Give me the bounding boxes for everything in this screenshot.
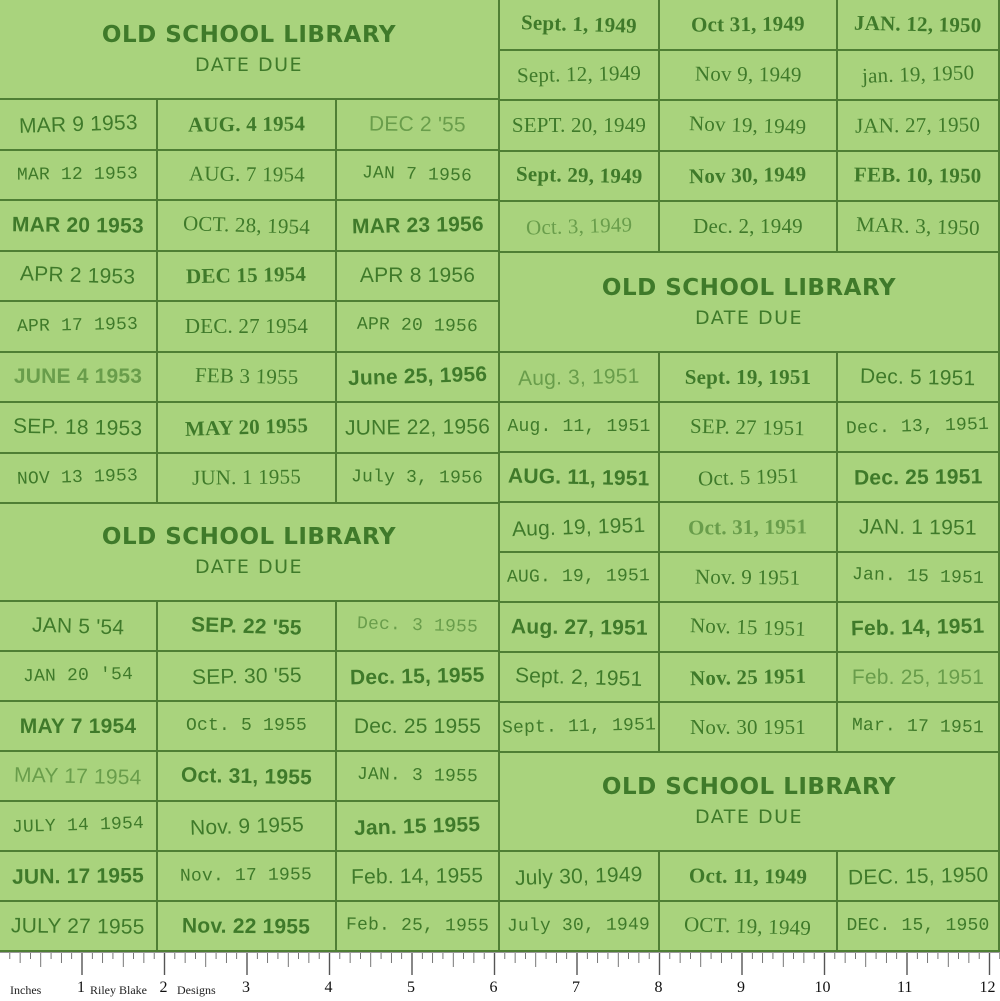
date-cell [0,302,158,353]
due-date-stamp: Jan. 15 1951 [851,564,985,590]
date-cell [838,101,1000,152]
date-cell [500,152,660,203]
date-cell [337,652,500,702]
due-date-stamp: Nov. 9 1951 [695,563,801,590]
date-cell [0,201,158,252]
due-date-stamp: JAN 7 1956 [362,163,473,187]
date-cell [838,852,1000,902]
due-date-stamp: SEP. 22 '55 [190,612,303,640]
due-date-stamp: JAN. 27, 1950 [855,112,981,138]
due-date-stamp: Sept. 19, 1951 [684,364,812,389]
due-date-stamp: MAY 17 1954 [14,763,142,789]
date-cell [0,652,158,702]
due-date-stamp: Dec. 13, 1951 [846,414,990,440]
date-cell [0,100,158,151]
due-date-stamp: JUNE 4 1953 [13,365,143,389]
due-date-stamp: Nov. 25 1951 [689,663,807,690]
date-cell [158,100,337,151]
due-date-stamp: Oct. 31, 1955 [180,763,313,789]
due-date-stamp: MAY 20 1955 [184,412,309,441]
date-cell [500,202,660,253]
date-cell [158,302,337,353]
date-cell [337,602,500,652]
date-cell [660,152,838,203]
due-date-stamp: Oct. 5 1951 [697,462,799,491]
date-cell [0,403,158,454]
date-cell [337,902,500,952]
due-date-stamp: JULY 14 1954 [11,813,145,839]
due-date-stamp: DEC 15 1954 [186,261,307,289]
date-cell [0,353,158,404]
due-date-stamp: Nov. 17 1955 [180,865,313,887]
due-date-stamp: SEP. 30 '55 [191,663,302,689]
date-cell [500,0,660,51]
date-cell [158,852,337,902]
header-title: OLD SCHOOL LIBRARY [101,22,397,48]
due-date-stamp: Aug. 3, 1951 [518,364,640,390]
header-subtitle: DATE DUE [694,307,803,329]
date-cell [158,353,337,404]
due-date-stamp: JAN. 12, 1950 [854,10,982,38]
due-date-stamp: Sept. 2, 1951 [514,663,644,691]
due-date-stamp: Feb. 14, 1951 [851,614,985,640]
date-cell [337,702,500,752]
header-subtitle: DATE DUE [694,806,803,828]
date-cell [660,703,838,753]
due-date-stamp: FEB 3 1955 [194,363,299,390]
date-cell [0,602,158,652]
date-cell [158,454,337,505]
due-date-stamp: DEC. 27 1954 [184,313,309,338]
date-cell [500,902,660,952]
due-date-stamp: NOV 13 1953 [17,465,139,490]
date-cell [158,151,337,202]
due-date-stamp: JAN. 3 1955 [356,764,479,788]
ruler-ticks [0,953,1000,1001]
date-cell [337,151,500,202]
due-date-stamp: MAR. 3, 1950 [855,211,981,240]
due-date-stamp: Dec. 3 1955 [356,614,479,638]
ruler-number: 1 [77,979,85,996]
date-due-header [500,253,1000,353]
due-date-stamp: Nov. 15 1951 [689,612,807,641]
due-date-stamp: Dec. 15, 1955 [349,663,485,689]
due-date-stamp: SEP. 27 1951 [690,413,806,440]
date-cell [158,252,337,303]
date-cell [158,702,337,752]
measuring-ruler [0,952,1000,1001]
date-cell [500,403,660,453]
ruler-number: 11 [897,979,913,996]
due-date-stamp: DEC. 15, 1950 [847,863,989,889]
date-cell [0,454,158,505]
date-cell [0,802,158,852]
ruler-number: 2 [159,979,168,996]
due-date-stamp: June 25, 1956 [347,363,488,391]
due-date-stamp: Jan. 15 1955 [354,812,481,840]
date-cell [838,453,1000,503]
date-cell [0,702,158,752]
due-date-stamp: APR 2 1953 [20,262,136,290]
due-date-stamp: Nov 9, 1949 [694,61,802,87]
due-date-stamp: AUG. 11, 1951 [508,464,650,490]
ruler-number: 3 [242,979,250,996]
due-date-stamp: Sept. 1, 1949 [520,9,638,38]
due-date-stamp: Aug. 11, 1951 [507,417,651,437]
due-date-stamp: AUG. 7 1954 [188,161,305,187]
header-title: OLD SCHOOL LIBRARY [601,774,897,800]
date-cell [337,752,500,802]
date-cell [337,201,500,252]
due-date-stamp: Aug. 19, 1951 [511,513,647,541]
due-date-stamp: Feb. 25, 1951 [851,665,985,689]
due-date-stamp: FEB. 10, 1950 [854,162,982,188]
date-cell [838,202,1000,253]
due-date-stamp: JULY 27 1955 [11,913,145,939]
due-date-stamp: Nov. 9 1955 [189,812,304,840]
date-cell [660,553,838,603]
due-date-stamp: Nov 30, 1949 [689,162,807,189]
due-date-stamp: July 3, 1956 [351,467,484,489]
due-date-stamp: Sept. 29, 1949 [515,161,643,189]
due-date-stamp: AUG. 4 1954 [187,111,306,137]
date-cell [337,353,500,404]
due-date-stamp: Nov. 22 1955 [182,913,311,939]
date-cell [0,151,158,202]
due-date-stamp: MAR 23 1956 [351,212,484,239]
due-date-stamp: JUN. 1 1955 [191,464,302,490]
date-due-header [500,752,1000,852]
date-cell [660,603,838,653]
date-cell [500,703,660,753]
date-cell [337,302,500,353]
due-date-stamp: Dec. 5 1951 [860,364,976,390]
due-date-stamp: APR 17 1953 [17,314,139,338]
due-date-stamp: JUN. 17 1955 [11,863,145,889]
date-cell [500,553,660,603]
date-cell [158,403,337,454]
due-date-stamp: MAR 20 1953 [11,213,145,238]
due-date-stamp: Sept. 12, 1949 [516,60,642,88]
due-date-stamp: Dec. 25 1955 [353,714,482,738]
date-cell [838,403,1000,453]
ruler-number: 9 [737,979,745,996]
header-subtitle: DATE DUE [194,54,303,76]
date-cell [500,852,660,902]
due-date-stamp: SEPT. 20, 1949 [511,112,647,137]
date-cell [660,902,838,952]
due-date-stamp: Nov. 30 1951 [690,714,806,739]
due-date-stamp: JAN 20 '54 [22,664,134,688]
ruler-number: 4 [324,979,333,996]
header-subtitle: DATE DUE [194,556,303,578]
due-date-stamp: APR 20 1956 [356,314,479,338]
date-cell [337,252,500,303]
due-date-stamp: July 30, 1949 [514,862,644,890]
due-date-stamp: Oct 31, 1949 [690,11,806,37]
date-cell [660,0,838,51]
due-date-stamp: Oct. 5 1955 [185,716,308,736]
due-date-stamp: Dec. 25 1951 [853,464,983,490]
date-cell [500,353,660,403]
date-cell [0,252,158,303]
date-cell [660,353,838,403]
ruler-number: 8 [654,979,663,996]
date-cell [660,51,838,102]
date-cell [838,603,1000,653]
date-due-header [0,502,500,602]
date-cell [158,902,337,952]
due-date-stamp: Feb. 14, 1955 [351,863,484,889]
date-cell [337,852,500,902]
date-cell [660,653,838,703]
date-cell [838,51,1000,102]
date-cell [838,503,1000,553]
date-cell [500,603,660,653]
date-cell [500,51,660,102]
due-date-stamp: Feb. 25, 1955 [345,915,490,937]
ruler-number: 6 [489,979,498,996]
date-cell [158,752,337,802]
ruler-number: 5 [407,979,415,996]
due-date-stamp: Oct. 31, 1951 [688,513,808,540]
date-cell [660,503,838,553]
due-date-stamp: Dec. 2, 1949 [693,213,803,238]
due-date-stamp: JAN 5 '54 [31,613,125,639]
due-date-stamp: JUNE 22, 1956 [344,414,491,440]
date-cell [500,653,660,703]
date-cell [337,403,500,454]
date-cell [158,602,337,652]
date-cell [838,902,1000,952]
date-cell [838,553,1000,603]
due-date-stamp: jan. 19, 1950 [861,60,975,89]
date-cell [500,503,660,553]
date-cell [337,454,500,505]
date-cell [660,101,838,152]
due-date-stamp: AUG. 19, 1951 [507,566,651,588]
date-cell [0,752,158,802]
date-cell [660,202,838,253]
ruler-unit-label: Inches [10,983,42,997]
ruler-brand-label-2: Designs [177,983,216,997]
date-cell [337,802,500,852]
due-date-stamp: July 30, 1949 [507,915,651,937]
due-date-stamp: MAR 12 1953 [17,164,139,186]
header-title: OLD SCHOOL LIBRARY [601,275,897,301]
due-date-stamp: MAR 9 1953 [18,110,138,138]
date-cell [500,101,660,152]
date-cell [0,902,158,952]
due-date-stamp: JAN. 1 1951 [858,514,978,540]
due-date-stamp: DEC. 15, 1950 [846,916,990,936]
date-cell [158,201,337,252]
date-cell [838,152,1000,203]
date-cell [660,403,838,453]
due-date-stamp: APR 8 1956 [359,264,476,288]
ruler-number: 10 [814,979,831,996]
date-cell [660,453,838,503]
ruler-number: 7 [572,979,580,996]
due-date-stamp: OCT. 19, 1949 [684,911,812,940]
due-date-stamp: Aug. 27, 1951 [510,614,648,640]
due-date-stamp: SEP. 18 1953 [13,414,143,441]
due-date-stamp: OCT. 28, 1954 [182,210,311,239]
date-cell [337,100,500,151]
ruler-brand-label: Riley Blake [90,983,147,997]
due-date-stamp: Oct. 3, 1949 [525,212,633,240]
date-cell [838,703,1000,753]
date-cell [838,353,1000,403]
date-cell [838,653,1000,703]
due-date-stamp: Sept. 11, 1951 [501,715,657,739]
due-date-stamp: Nov 19, 1949 [688,110,808,139]
date-cell [660,852,838,902]
date-cell [0,852,158,902]
due-date-stamp: Oct. 11, 1949 [688,862,808,889]
due-date-stamp: MAY 7 1954 [19,714,137,738]
date-cell [158,802,337,852]
date-cell [158,652,337,702]
date-cell [838,0,1000,51]
date-due-header [0,0,500,100]
date-cell [500,453,660,503]
due-date-stamp: DEC 2 '55 [368,112,467,137]
ruler-number: 12 [979,979,996,996]
due-date-stamp: Mar. 17 1951 [851,715,985,739]
header-title: OLD SCHOOL LIBRARY [101,524,397,550]
